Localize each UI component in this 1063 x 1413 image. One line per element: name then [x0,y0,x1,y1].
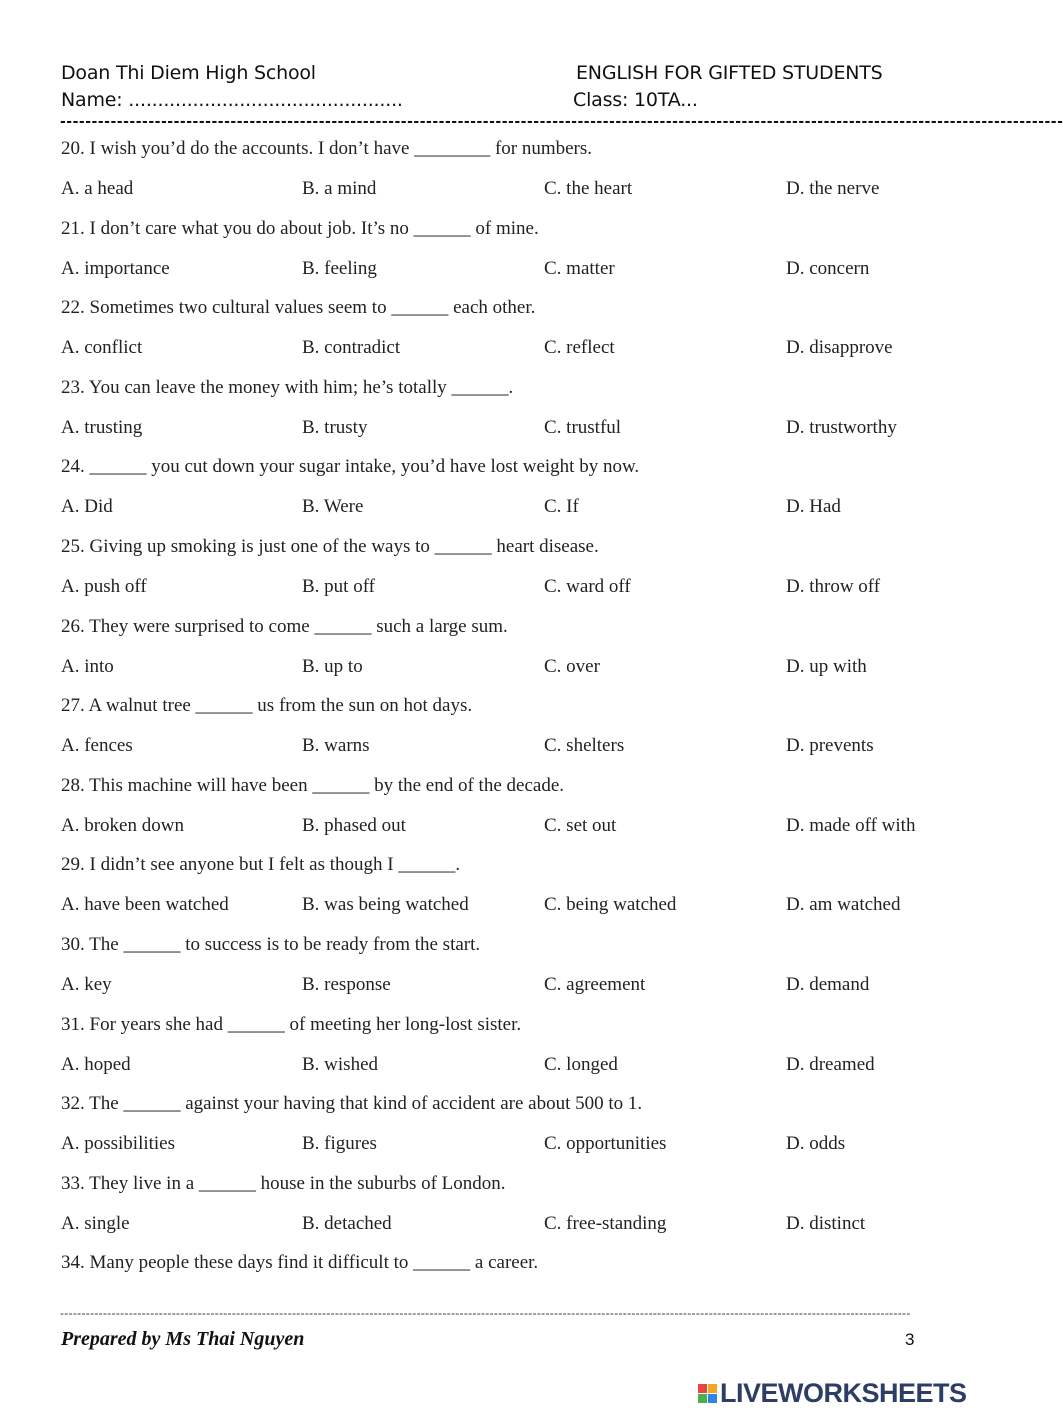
question-text: 21. I don’t care what you do about job. It’s no ______ of mine. [61,217,539,239]
option-d: D. Had [786,496,841,518]
option-b: B. a mind [302,178,377,199]
question-text: 25. Giving up smoking is just one of the ways to ______ heart disease. [61,536,599,557]
option-a: A. possibilities [61,1133,176,1155]
question-text: 28. This machine will have been ______ by the end of the decade. [61,774,564,796]
header-separator: --------------------------------------------------------------------------------------------------------------------------------------------------------------- [60,114,1063,130]
option-d: D. trustworthy [786,416,897,438]
option-c: C. reflect [544,337,615,359]
page-number: 3 [905,1330,915,1349]
option-a: A. conflict [61,337,143,359]
option-c: C. set out [544,814,617,836]
class-field: Class: 10TA... [573,89,698,111]
option-c: C. over [544,655,600,677]
option-a: A. importance [61,257,170,279]
option-c: C. the heart [544,178,633,199]
option-b: B. feeling [302,257,377,279]
option-d: D. disapprove [786,337,893,359]
question-text: 22. Sometimes two cultural values seem to ______ each other. [61,297,536,319]
option-d: D. the nerve [786,178,880,199]
option-b: B. figures [302,1133,377,1155]
question-text: 26. They were surprised to come ______ such a large sum. [61,615,508,637]
option-d: D. throw off [786,576,881,597]
question-text: 20. I wish you’d do the accounts. I don’t have ________ for numbers. [61,138,593,159]
option-a: A. into [61,655,114,677]
question-text: 24. ______ you cut down your sugar intake, you’d have lost weight by now. [61,456,640,478]
question-text: 27. A walnut tree ______ us from the sun on hot days. [61,695,473,717]
option-c: C. being watched [544,894,677,916]
option-b: B. was being watched [302,894,469,916]
option-d: D. prevents [786,735,874,757]
option-a: A. hoped [61,1053,131,1075]
option-c: C. opportunities [544,1133,667,1155]
option-b: B. detached [302,1212,392,1234]
option-b: B. wished [302,1053,378,1075]
option-a: A. Did [61,496,113,518]
question-text: 29. I didn’t see anyone but I felt as though I ______. [61,854,461,876]
option-a: A. key [61,974,112,995]
option-c: C. agreement [544,974,646,995]
option-b: B. Were [302,496,364,518]
student-name-field: Name: ............................................... [61,89,403,111]
question-text: 23. You can leave the money with him; he’s totally ______. [61,376,514,398]
option-b: B. put off [302,576,376,597]
school-name: Doan Thi Diem High School [61,62,316,84]
question-text: 34. Many people these days find it difficult to ______ a career. [61,1252,539,1274]
option-d: D. demand [786,974,870,995]
author-credit: Prepared by Ms Thai Nguyen [61,1328,305,1350]
option-d: D. up with [786,655,867,677]
option-d: D. concern [786,257,870,279]
option-c: C. longed [544,1053,618,1075]
option-c: C. trustful [544,416,622,438]
question-text: 30. The ______ to success is to be ready from the start. [61,934,481,955]
option-d: D. odds [786,1133,846,1155]
option-d: D. am watched [786,894,901,916]
option-b: B. contradict [302,337,401,359]
option-c: C. If [544,496,579,518]
option-c: C. matter [544,257,615,279]
question-text: 32. The ______ against your having that kind of accident are about 500 to 1. [61,1093,643,1115]
liveworksheets-logo [698,1379,967,1407]
option-b: B. warns [302,735,370,757]
footer-separator: ------------------------------------------------------------------------------------------------------------------------------------------------------------------------------------------------------ [60,1306,911,1320]
option-d: D. distinct [786,1212,866,1234]
option-a: A. a head [61,178,134,199]
logo-mark-icon [698,1384,717,1403]
option-a: A. single [61,1212,130,1234]
option-b: B. trusty [302,416,368,438]
option-a: A. broken down [61,814,184,836]
question-text: 33. They live in a ______ house in the suburbs of London. [61,1172,506,1194]
option-a: A. fences [61,735,133,757]
option-a: A. trusting [61,416,143,438]
option-a: A. push off [61,576,147,597]
option-d: D. dreamed [786,1053,875,1075]
option-c: C. ward off [544,576,631,597]
option-b: B. up to [302,655,363,677]
option-a: A. have been watched [61,894,229,916]
logo-text: LIVEWORKSHEETS [720,1377,967,1408]
option-d: D. made off with [786,814,916,836]
question-text: 31. For years she had ______ of meeting her long-lost sister. [61,1013,522,1035]
option-c: C. shelters [544,735,625,757]
option-b: B. phased out [302,814,406,836]
subject-title: ENGLISH FOR GIFTED STUDENTS [576,62,883,84]
option-b: B. response [302,974,391,995]
option-c: C. free-standing [544,1212,667,1234]
